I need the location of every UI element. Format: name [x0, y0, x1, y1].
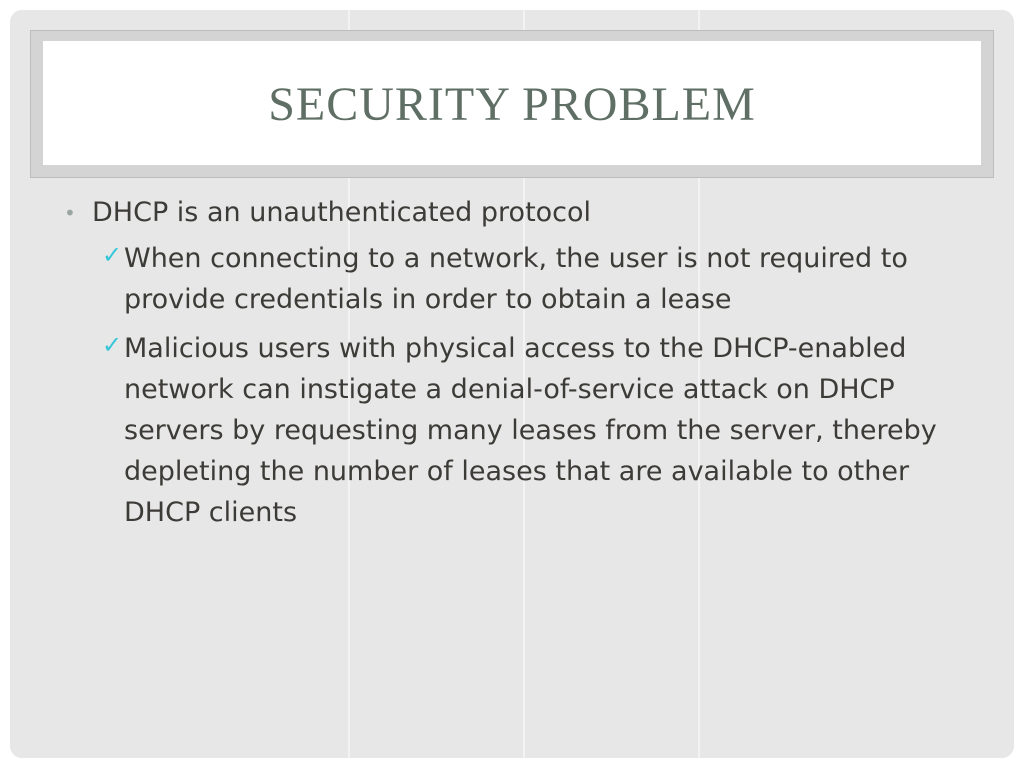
- sub-bullet-item: [62, 238, 962, 320]
- slide-content: [62, 192, 962, 541]
- checkmark-icon: ✓: [102, 241, 123, 269]
- sub-bullet-text: Malicious users with physical access to the DHCP-enabled network can instigate a denial-of-service attack on DHCP servers by requesting many leases from the server, thereby depleting the number of leases that are available to other DHCP clients: [124, 333, 937, 528]
- title-box: [43, 41, 981, 165]
- bullet-dot-icon: •: [64, 201, 76, 225]
- sub-bullet-item: [62, 328, 962, 533]
- sub-bullet-text: When connecting to a network, the user is not required to provide credentials in order to obtain a lease: [124, 243, 908, 315]
- bullet-item: [62, 192, 962, 234]
- title-frame: [30, 30, 994, 178]
- bullet-text: DHCP is an unauthenticated protocol: [92, 197, 592, 228]
- slide-title: SECURITY PROBLEM: [268, 77, 756, 131]
- checkmark-icon: ✓: [102, 331, 123, 359]
